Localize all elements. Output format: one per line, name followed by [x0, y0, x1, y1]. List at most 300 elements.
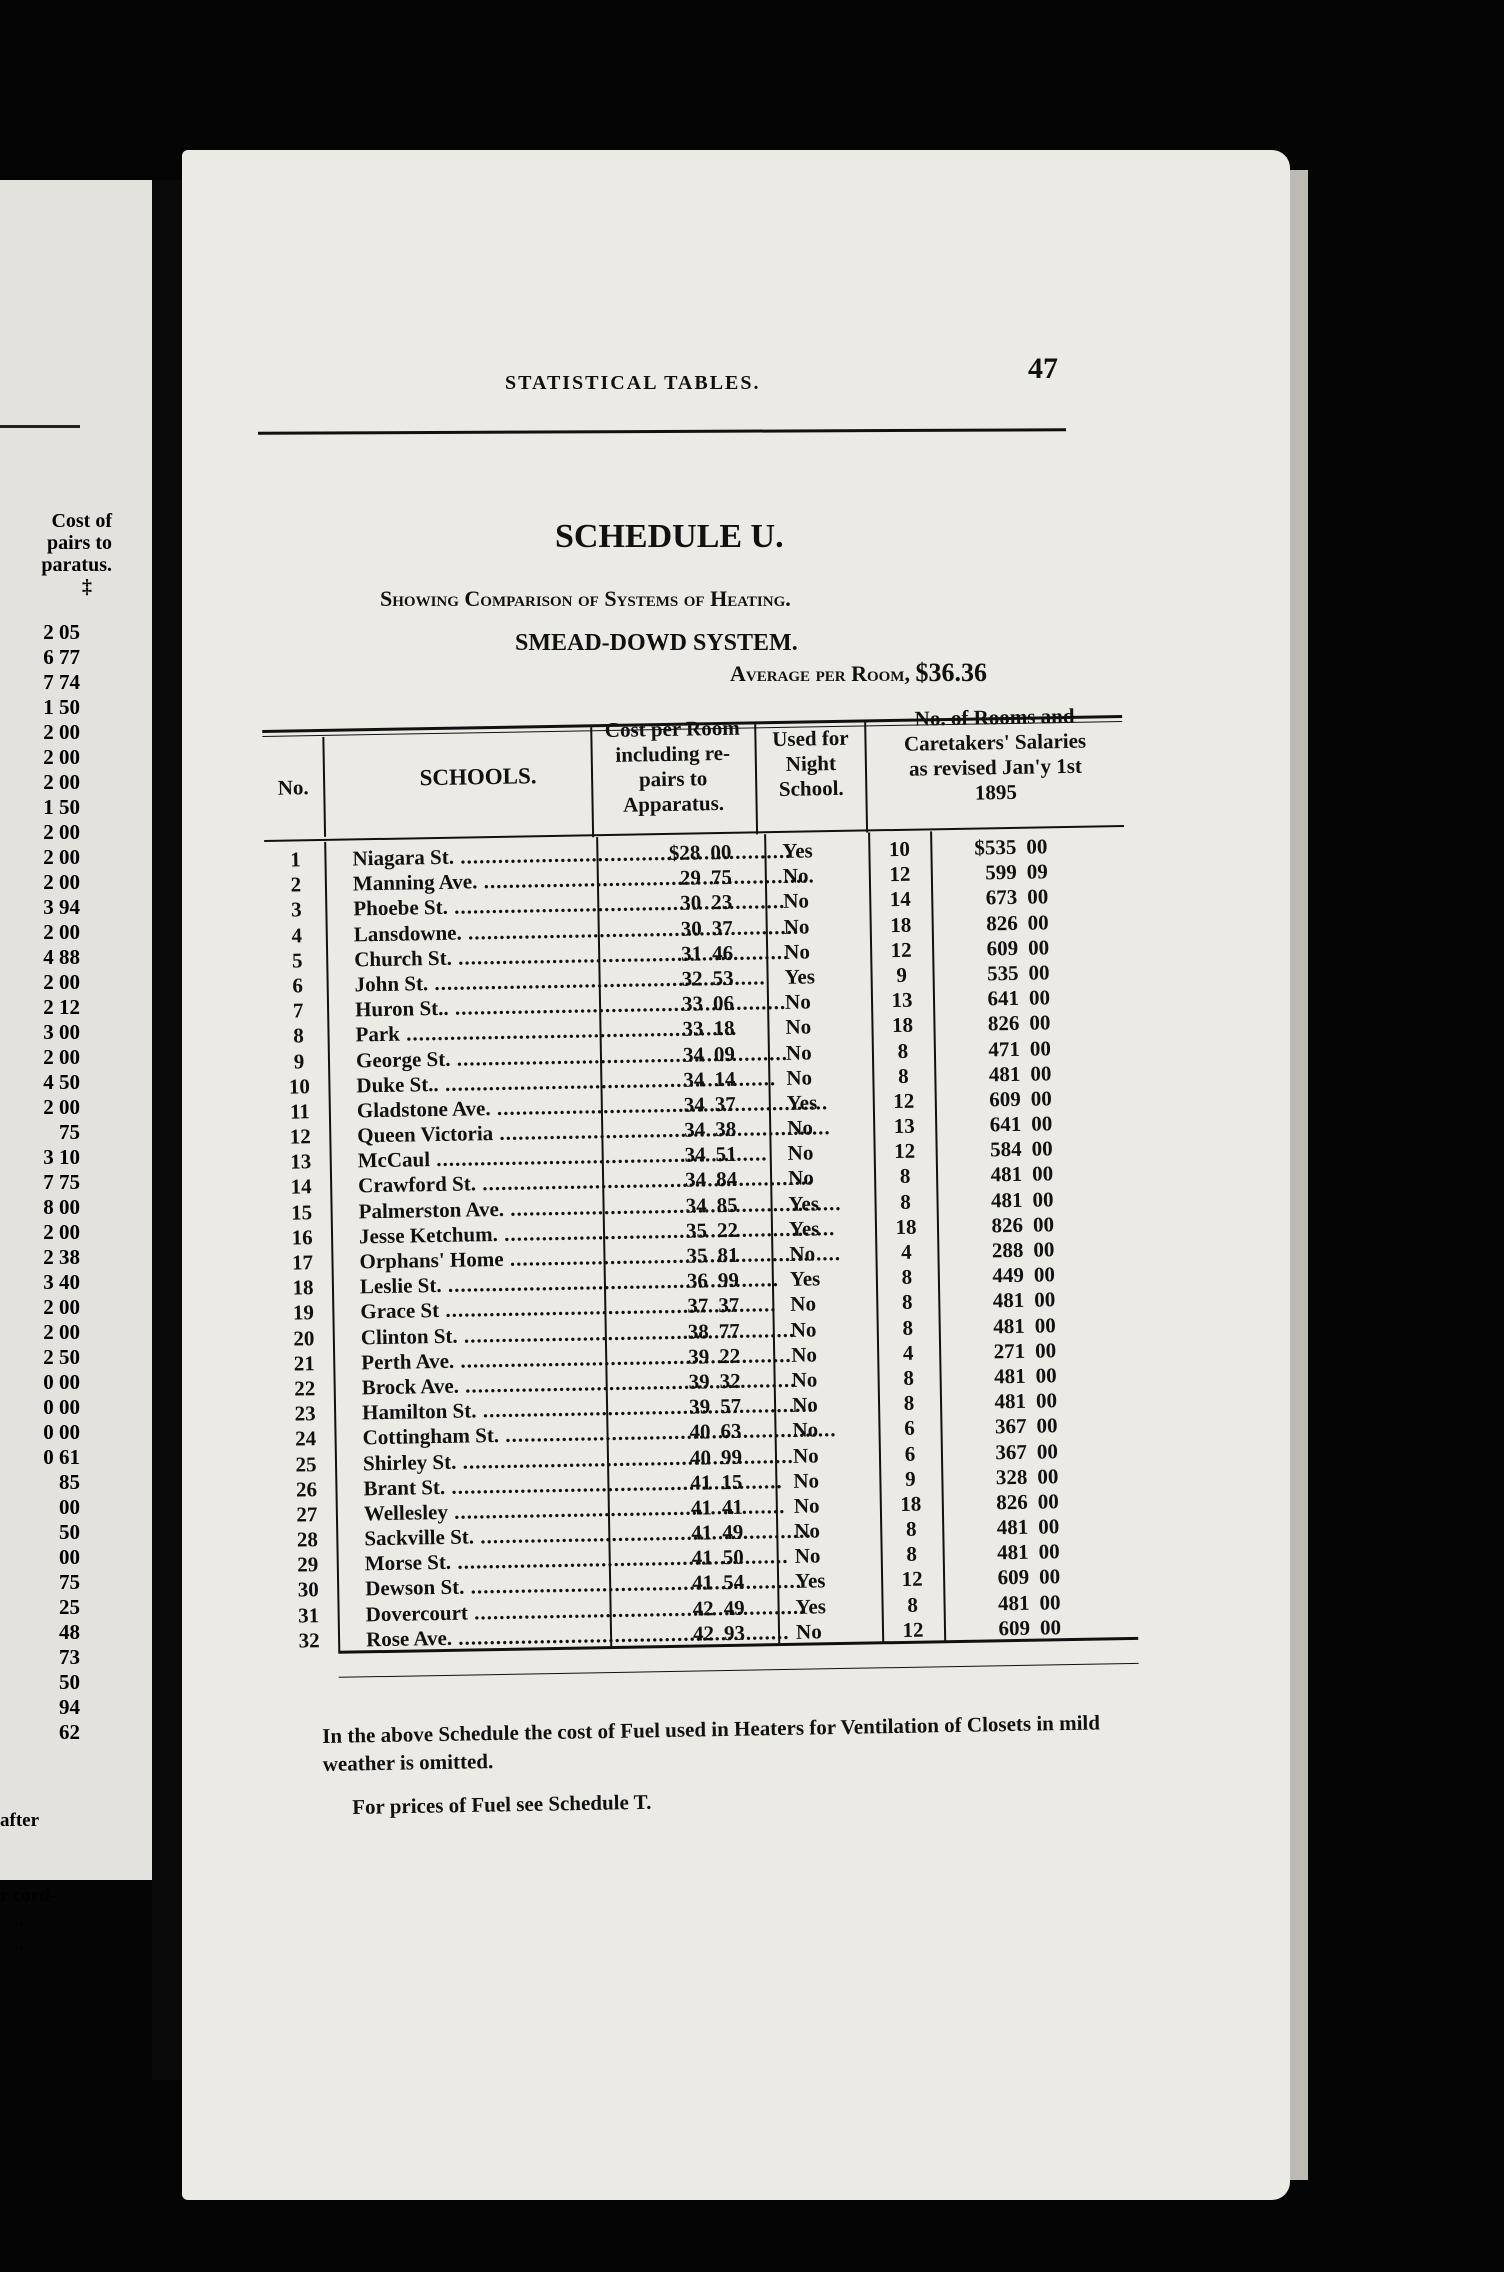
left-value: 2 00	[43, 745, 80, 769]
left-value: 1 50	[43, 795, 80, 819]
row-number: 13	[290, 1149, 312, 1174]
room-count: 9	[896, 962, 908, 987]
school-name: Queen Victoria .....	[357, 1119, 597, 1148]
salary-cents: 00	[1034, 1287, 1056, 1312]
cost-dollars: 33	[681, 991, 704, 1016]
salary-cents: 00	[1030, 1060, 1052, 1086]
left-value: 8 00	[43, 1195, 80, 1219]
cost-cents: 49	[722, 1519, 744, 1545]
school-name: Orphans' Home .....	[359, 1245, 599, 1274]
salary-dollars: 328	[995, 1464, 1028, 1489]
room-count: 8	[907, 1592, 919, 1617]
salary-cents: 00	[1032, 1186, 1054, 1212]
left-value: 2 00	[43, 845, 80, 869]
cost-dollars: 37	[687, 1293, 709, 1319]
salary-dollars: 584	[989, 1137, 1022, 1162]
left-value: 75	[59, 1120, 80, 1144]
school-name: Niagara St. .....	[352, 842, 592, 871]
room-count: 13	[893, 1113, 915, 1139]
salary-dollars: 609	[998, 1615, 1031, 1641]
salary-dollars: 826	[985, 910, 1018, 935]
room-count: 12	[889, 861, 911, 887]
system-name: SMEAD-DOWD SYSTEM.	[515, 630, 798, 656]
running-head: STATISTICAL TABLES.	[505, 372, 761, 394]
row-number: 6	[292, 973, 304, 998]
salary-dollars: 481	[990, 1162, 1023, 1187]
left-value: 2 00	[43, 1295, 80, 1319]
salary-cents: 00	[1030, 1111, 1053, 1136]
salary-dollars: 826	[991, 1212, 1024, 1238]
row-number: 22	[293, 1376, 316, 1401]
cost-cents: 54	[722, 1570, 745, 1595]
night-school-flag: No	[791, 1392, 818, 1417]
school-name: Huron St.. .....	[355, 993, 595, 1022]
left-value: 48	[59, 1620, 80, 1644]
cost-dollars: 34	[682, 1041, 705, 1067]
school-name: Clinton St. .....	[361, 1321, 601, 1350]
cost-cents: 38	[715, 1116, 737, 1142]
salary-cents: 09	[1026, 859, 1049, 884]
left-value: 3 94	[43, 895, 80, 919]
left-value: 00	[59, 1495, 80, 1519]
cost-dollars: 42	[692, 1595, 714, 1621]
school-name: Cottingham St. .....	[362, 1421, 602, 1450]
salary-dollars: 481	[994, 1388, 1027, 1414]
schedule-title: SCHEDULE U.	[555, 518, 784, 555]
salary-cents: 00	[1026, 834, 1048, 859]
night-school-flag: Yes	[784, 964, 816, 989]
cost-cents: 22	[716, 1217, 739, 1242]
night-school-flag: No	[785, 1014, 812, 1040]
salary-cents: 00	[1032, 1212, 1055, 1237]
row-number: 1	[290, 847, 301, 872]
left-value: 2 00	[43, 770, 80, 794]
cost-cents: 00	[710, 839, 732, 865]
room-count: 18	[895, 1214, 917, 1239]
cost-dollars: 39	[687, 1344, 710, 1369]
school-name: Church St. .....	[354, 943, 594, 972]
row-number: 26	[295, 1476, 318, 1502]
row-number: 20	[293, 1325, 315, 1351]
salary-dollars: 471	[988, 1036, 1021, 1061]
school-name: Dewson St. .....	[365, 1573, 605, 1602]
row-number: 30	[297, 1577, 319, 1602]
night-school-flag: No	[792, 1442, 819, 1468]
cost-dollars: 40	[689, 1419, 711, 1444]
cost-cents: 18	[713, 1016, 735, 1041]
night-school-flag: No	[791, 1367, 818, 1392]
salary-dollars: 609	[986, 935, 1019, 961]
night-school-flag: No	[786, 1065, 813, 1090]
left-value: 2 00	[43, 1095, 80, 1119]
row-number: 24	[294, 1426, 317, 1451]
room-count: 18	[889, 912, 912, 937]
cost-dollars: 30	[680, 890, 702, 916]
school-name: Leslie St. .....	[360, 1270, 600, 1299]
cost-dollars: 34	[683, 1092, 706, 1117]
left-value: 3 10	[43, 1145, 80, 1169]
left-value: 2 00	[43, 1320, 80, 1344]
row-number: 23	[294, 1401, 316, 1426]
salary-dollars: 481	[988, 1061, 1021, 1087]
salary-dollars: 449	[992, 1262, 1025, 1288]
salary-dollars: 481	[990, 1187, 1023, 1212]
left-value: 50	[59, 1520, 80, 1544]
cost-cents: 77	[718, 1318, 740, 1343]
left-value: 73	[59, 1645, 80, 1669]
room-count: 8	[897, 1038, 909, 1063]
row-number: 18	[292, 1275, 314, 1300]
cost-dollars: 41	[690, 1469, 712, 1495]
cost-cents: 46	[711, 940, 734, 965]
room-count: 8	[897, 1063, 909, 1088]
salary-cents: 00	[1028, 985, 1051, 1010]
school-name: Crawford St. .....	[358, 1170, 598, 1199]
room-count: 12	[902, 1617, 924, 1642]
left-value: 4 50	[43, 1070, 80, 1094]
room-count: 8	[905, 1516, 917, 1541]
average-label: Average per Room,	[730, 661, 910, 686]
school-name: Rose Ave. .....	[366, 1623, 606, 1652]
left-after-text: after	[0, 1810, 40, 1831]
school-name: Dovercourt .....	[365, 1598, 605, 1627]
left-column-header	[0, 510, 152, 598]
salary-dollars: 673	[985, 885, 1018, 910]
book-gutter	[152, 180, 182, 2080]
room-count: 12	[901, 1567, 923, 1592]
school-name: Hamilton St. .....	[362, 1396, 602, 1425]
night-school-flag: Yes	[788, 1216, 820, 1241]
cost-cents: 37	[718, 1293, 740, 1318]
left-header-mark: ‡	[82, 576, 92, 598]
left-header-line: Cost of	[51, 510, 112, 532]
school-name: Wellesley .....	[364, 1497, 604, 1526]
night-school-flag: No	[785, 1039, 812, 1065]
salary-dollars: 599	[985, 860, 1018, 885]
room-count: 4	[900, 1239, 912, 1264]
cost-cents: 63	[720, 1419, 742, 1444]
school-name: Shirley St. .....	[363, 1447, 603, 1476]
left-value: 0 00	[43, 1395, 80, 1419]
row-number: 2	[290, 872, 302, 897]
night-school-flag: No	[783, 939, 811, 964]
salary-cents: 00	[1027, 884, 1049, 910]
salary-cents: 00	[1038, 1539, 1060, 1564]
cost-cents: 53	[712, 965, 734, 991]
salary-cents: 00	[1035, 1363, 1057, 1388]
cost-dollars: 35	[686, 1243, 708, 1268]
room-count: 6	[904, 1416, 915, 1441]
left-value: 2 00	[43, 1045, 80, 1069]
cost-cents: 14	[714, 1066, 736, 1091]
night-school-flag: No	[794, 1543, 821, 1569]
room-count: 8	[901, 1290, 913, 1315]
salary-dollars: 367	[995, 1439, 1028, 1464]
salary-cents: 00	[1027, 909, 1049, 935]
salary-dollars: 481	[996, 1514, 1029, 1540]
night-school-flag: Yes	[788, 1190, 820, 1216]
cost-dollars: 33	[682, 1016, 704, 1042]
row-number: 29	[297, 1552, 319, 1577]
night-school-flag: No	[784, 989, 811, 1015]
salary-dollars: 826	[996, 1489, 1029, 1515]
schedule-subtitle: Showing Comparison of Systems of Heating.	[380, 586, 791, 611]
cost-cents: 84	[715, 1167, 738, 1192]
salary-dollars: 288	[991, 1237, 1024, 1263]
cost-cents: 22	[718, 1343, 741, 1368]
salary-cents: 00	[1031, 1161, 1054, 1187]
left-value: 7 75	[43, 1170, 80, 1194]
night-school-flag: No	[793, 1493, 820, 1518]
left-ditto-mark: "	[14, 1918, 25, 1939]
cost-dollars: 39	[688, 1394, 711, 1419]
left-value: 6 77	[43, 645, 80, 669]
night-school-flag: Yes	[794, 1568, 826, 1594]
cost-dollars: 42	[692, 1621, 715, 1646]
night-school-flag: No	[790, 1291, 817, 1317]
night-school-flag: No	[790, 1342, 818, 1367]
cost-dollars: 31	[680, 941, 703, 966]
row-number: 9	[293, 1048, 305, 1073]
left-value: 2 00	[43, 820, 80, 844]
left-value: 2 00	[43, 970, 80, 994]
cost-cents: 49	[723, 1595, 745, 1620]
salary-dollars: $535	[974, 834, 1017, 860]
average-per-room	[730, 658, 987, 688]
school-name: Lansdowne. .....	[354, 918, 594, 947]
school-name: Brock Ave. .....	[361, 1371, 601, 1400]
room-count: 13	[891, 987, 913, 1013]
room-count: 18	[891, 1013, 914, 1038]
left-value: 2 00	[43, 920, 80, 944]
room-count: 4	[902, 1340, 914, 1365]
cost-dollars: 36	[686, 1268, 709, 1293]
left-value: 2 50	[43, 1345, 80, 1369]
cost-cents: 75	[710, 865, 733, 890]
salary-cents: 00	[1034, 1312, 1056, 1338]
cost-dollars: 41	[691, 1520, 713, 1545]
average-value: $36.36	[915, 658, 987, 687]
salary-dollars: 481	[993, 1313, 1025, 1338]
night-school-flag: No	[783, 914, 810, 939]
footnote-fuel-prices: For prices of Fuel see Schedule T.	[352, 1789, 652, 1819]
cost-dollars: 34	[684, 1117, 706, 1142]
salary-dollars: 641	[989, 1111, 1022, 1137]
row-number: 31	[297, 1602, 320, 1628]
salary-cents: 00	[1038, 1564, 1061, 1590]
salary-dollars: 535	[986, 960, 1019, 986]
night-school-flag: No	[793, 1468, 820, 1493]
left-value: 2 05	[43, 620, 80, 644]
salary-dollars: 481	[996, 1539, 1029, 1565]
cost-cents: 09	[713, 1041, 736, 1066]
room-count: 12	[890, 937, 912, 962]
cost-cents: 93	[723, 1620, 746, 1645]
row-number: 25	[295, 1451, 317, 1477]
school-name: Phoebe St. .....	[353, 893, 593, 922]
left-value: 7 74	[43, 670, 80, 694]
salary-cents: 00	[1034, 1337, 1057, 1363]
left-ditto-mark: "	[14, 1942, 25, 1963]
salary-dollars: 367	[994, 1414, 1027, 1439]
school-name: Park .....	[355, 1019, 595, 1048]
cost-dollars: 41	[690, 1495, 713, 1520]
salary-cents: 00	[1037, 1489, 1059, 1514]
left-value: 1 50	[43, 695, 80, 719]
school-name: Palmerston Ave. .....	[358, 1195, 598, 1224]
left-value: 85	[59, 1470, 80, 1494]
night-school-flag: No	[783, 888, 810, 914]
cost-cents: 85	[716, 1192, 738, 1217]
left-value: 2 00	[43, 870, 80, 894]
left-value: 2 00	[43, 720, 80, 744]
cost-dollars: 41	[691, 1570, 714, 1596]
row-number: 12	[289, 1124, 312, 1149]
night-school-flag: No	[792, 1417, 819, 1443]
night-school-flag: No	[787, 1140, 814, 1166]
left-header-line: paratus.	[41, 554, 112, 576]
cost-cents: 32	[719, 1368, 741, 1394]
salary-cents: 00	[1033, 1237, 1055, 1262]
salary-cents: 00	[1037, 1463, 1059, 1489]
salary-cents: 00	[1029, 1010, 1051, 1035]
school-name: John St. .....	[354, 968, 594, 997]
left-value: 50	[59, 1670, 80, 1694]
salary-cents: 00	[1036, 1438, 1059, 1464]
row-number: 7	[292, 998, 304, 1023]
night-school-flag: No	[790, 1316, 817, 1342]
cost-dollars: 30	[680, 915, 702, 941]
cost-cents: 50	[722, 1544, 744, 1570]
room-count: 6	[904, 1441, 916, 1466]
left-value: 62	[59, 1720, 80, 1744]
salary-dollars: 826	[987, 1011, 1020, 1036]
left-value: 2 00	[43, 1220, 80, 1244]
school-name: McCaul .....	[358, 1144, 598, 1173]
table-bottom-rule-thin	[339, 1663, 1139, 1678]
room-count: 9	[904, 1466, 916, 1491]
night-school-flag: Yes	[795, 1593, 827, 1619]
school-name: Perth Ave. .....	[361, 1346, 601, 1375]
cost-cents: 57	[719, 1393, 742, 1419]
salary-cents: 00	[1036, 1413, 1058, 1438]
room-count: 8	[902, 1315, 914, 1340]
night-school-flag: No	[795, 1619, 822, 1644]
heating-comparison-table	[262, 703, 1149, 1698]
school-name: Manning Ave. .....	[353, 867, 593, 896]
school-name: Jesse Ketchum. .....	[359, 1220, 599, 1249]
cost-cents: 15	[721, 1469, 743, 1494]
room-count: 18	[900, 1491, 922, 1516]
cost-dollars: 35	[685, 1218, 708, 1243]
room-count: 8	[906, 1541, 918, 1567]
night-school-flag: No	[782, 863, 809, 889]
left-value: 94	[59, 1695, 80, 1719]
school-name: George St. .....	[356, 1044, 596, 1073]
cost-cents: 23	[711, 890, 733, 915]
row-number: 8	[293, 1023, 305, 1048]
cost-dollars: 38	[687, 1318, 709, 1344]
room-count: 8	[903, 1390, 915, 1416]
left-value: 3 00	[43, 1020, 80, 1044]
row-number: 11	[289, 1099, 310, 1124]
salary-cents: 00	[1039, 1589, 1061, 1615]
room-count: 12	[893, 1088, 915, 1113]
room-count: 8	[900, 1189, 911, 1214]
salary-cents: 00	[1039, 1615, 1062, 1640]
row-number: 19	[292, 1300, 315, 1325]
salary-cents: 00	[1029, 1035, 1052, 1061]
cost-dollars: 34	[685, 1192, 707, 1218]
header-night-school: Used for Night School.	[772, 725, 849, 801]
school-name: Duke St.. .....	[356, 1069, 596, 1098]
left-page-fragment	[0, 180, 152, 1963]
left-value: 0 00	[43, 1420, 80, 1444]
salary-dollars: 609	[989, 1086, 1021, 1112]
salary-dollars: 271	[993, 1338, 1026, 1364]
left-cord-text: r cord-	[0, 1885, 57, 1906]
left-value: 75	[59, 1570, 80, 1594]
row-number: 5	[291, 948, 303, 973]
left-value: 2 38	[43, 1245, 80, 1269]
left-value: 25	[59, 1595, 80, 1619]
row-number: 10	[288, 1073, 311, 1099]
night-school-flag: Yes	[782, 838, 813, 863]
school-name: Morse St. .....	[365, 1547, 605, 1576]
row-number: 3	[290, 897, 302, 922]
school-name: Brant St. .....	[363, 1472, 603, 1501]
salary-cents: 00	[1027, 935, 1050, 960]
row-number: 14	[290, 1174, 312, 1200]
row-number: 17	[291, 1250, 314, 1275]
row-number: 4	[291, 922, 303, 948]
salary-cents: 00	[1035, 1388, 1058, 1413]
header-cost-per-room: Cost per Room including re- pairs to Apparatus.	[604, 715, 740, 817]
night-school-flag: No	[794, 1518, 821, 1543]
left-value: 00	[59, 1545, 80, 1569]
cost-dollars: 29	[679, 865, 702, 890]
room-count: 8	[901, 1264, 913, 1290]
left-value: 4 88	[43, 945, 80, 969]
salary-cents: 00	[1038, 1514, 1060, 1539]
cost-cents: 99	[717, 1267, 740, 1293]
salary-cents: 00	[1030, 1086, 1052, 1111]
left-value: 3 40	[43, 1270, 80, 1294]
salary-cents: 00	[1031, 1136, 1053, 1161]
row-number: 28	[296, 1527, 319, 1552]
cost-dollars: 32	[681, 966, 703, 991]
cost-dollars: 39	[688, 1369, 710, 1394]
salary-dollars: 481	[992, 1288, 1025, 1313]
left-value: 2 12	[43, 995, 80, 1019]
row-number: 21	[293, 1350, 315, 1376]
row-number: 15	[290, 1199, 313, 1225]
salary-dollars: 641	[987, 985, 1020, 1011]
left-value: 0 61	[43, 1445, 80, 1469]
cost-cents: 41	[721, 1494, 744, 1519]
row-number: 27	[296, 1502, 318, 1527]
table-body	[264, 833, 1148, 1654]
room-count: 12	[893, 1138, 916, 1164]
page-edge	[1290, 170, 1308, 2180]
left-value: 0 00	[43, 1370, 80, 1394]
night-school-flag: Yes	[786, 1090, 818, 1115]
salary-cents: 00	[1028, 960, 1050, 985]
header-rooms-salaries: No. of Rooms and Caretakers' Salaries as revised Jan'y 1st 1895	[903, 703, 1087, 805]
row-number: 16	[291, 1225, 313, 1250]
cost-cents: 37	[711, 915, 733, 940]
header-schools: SCHOOLS.	[419, 763, 537, 791]
